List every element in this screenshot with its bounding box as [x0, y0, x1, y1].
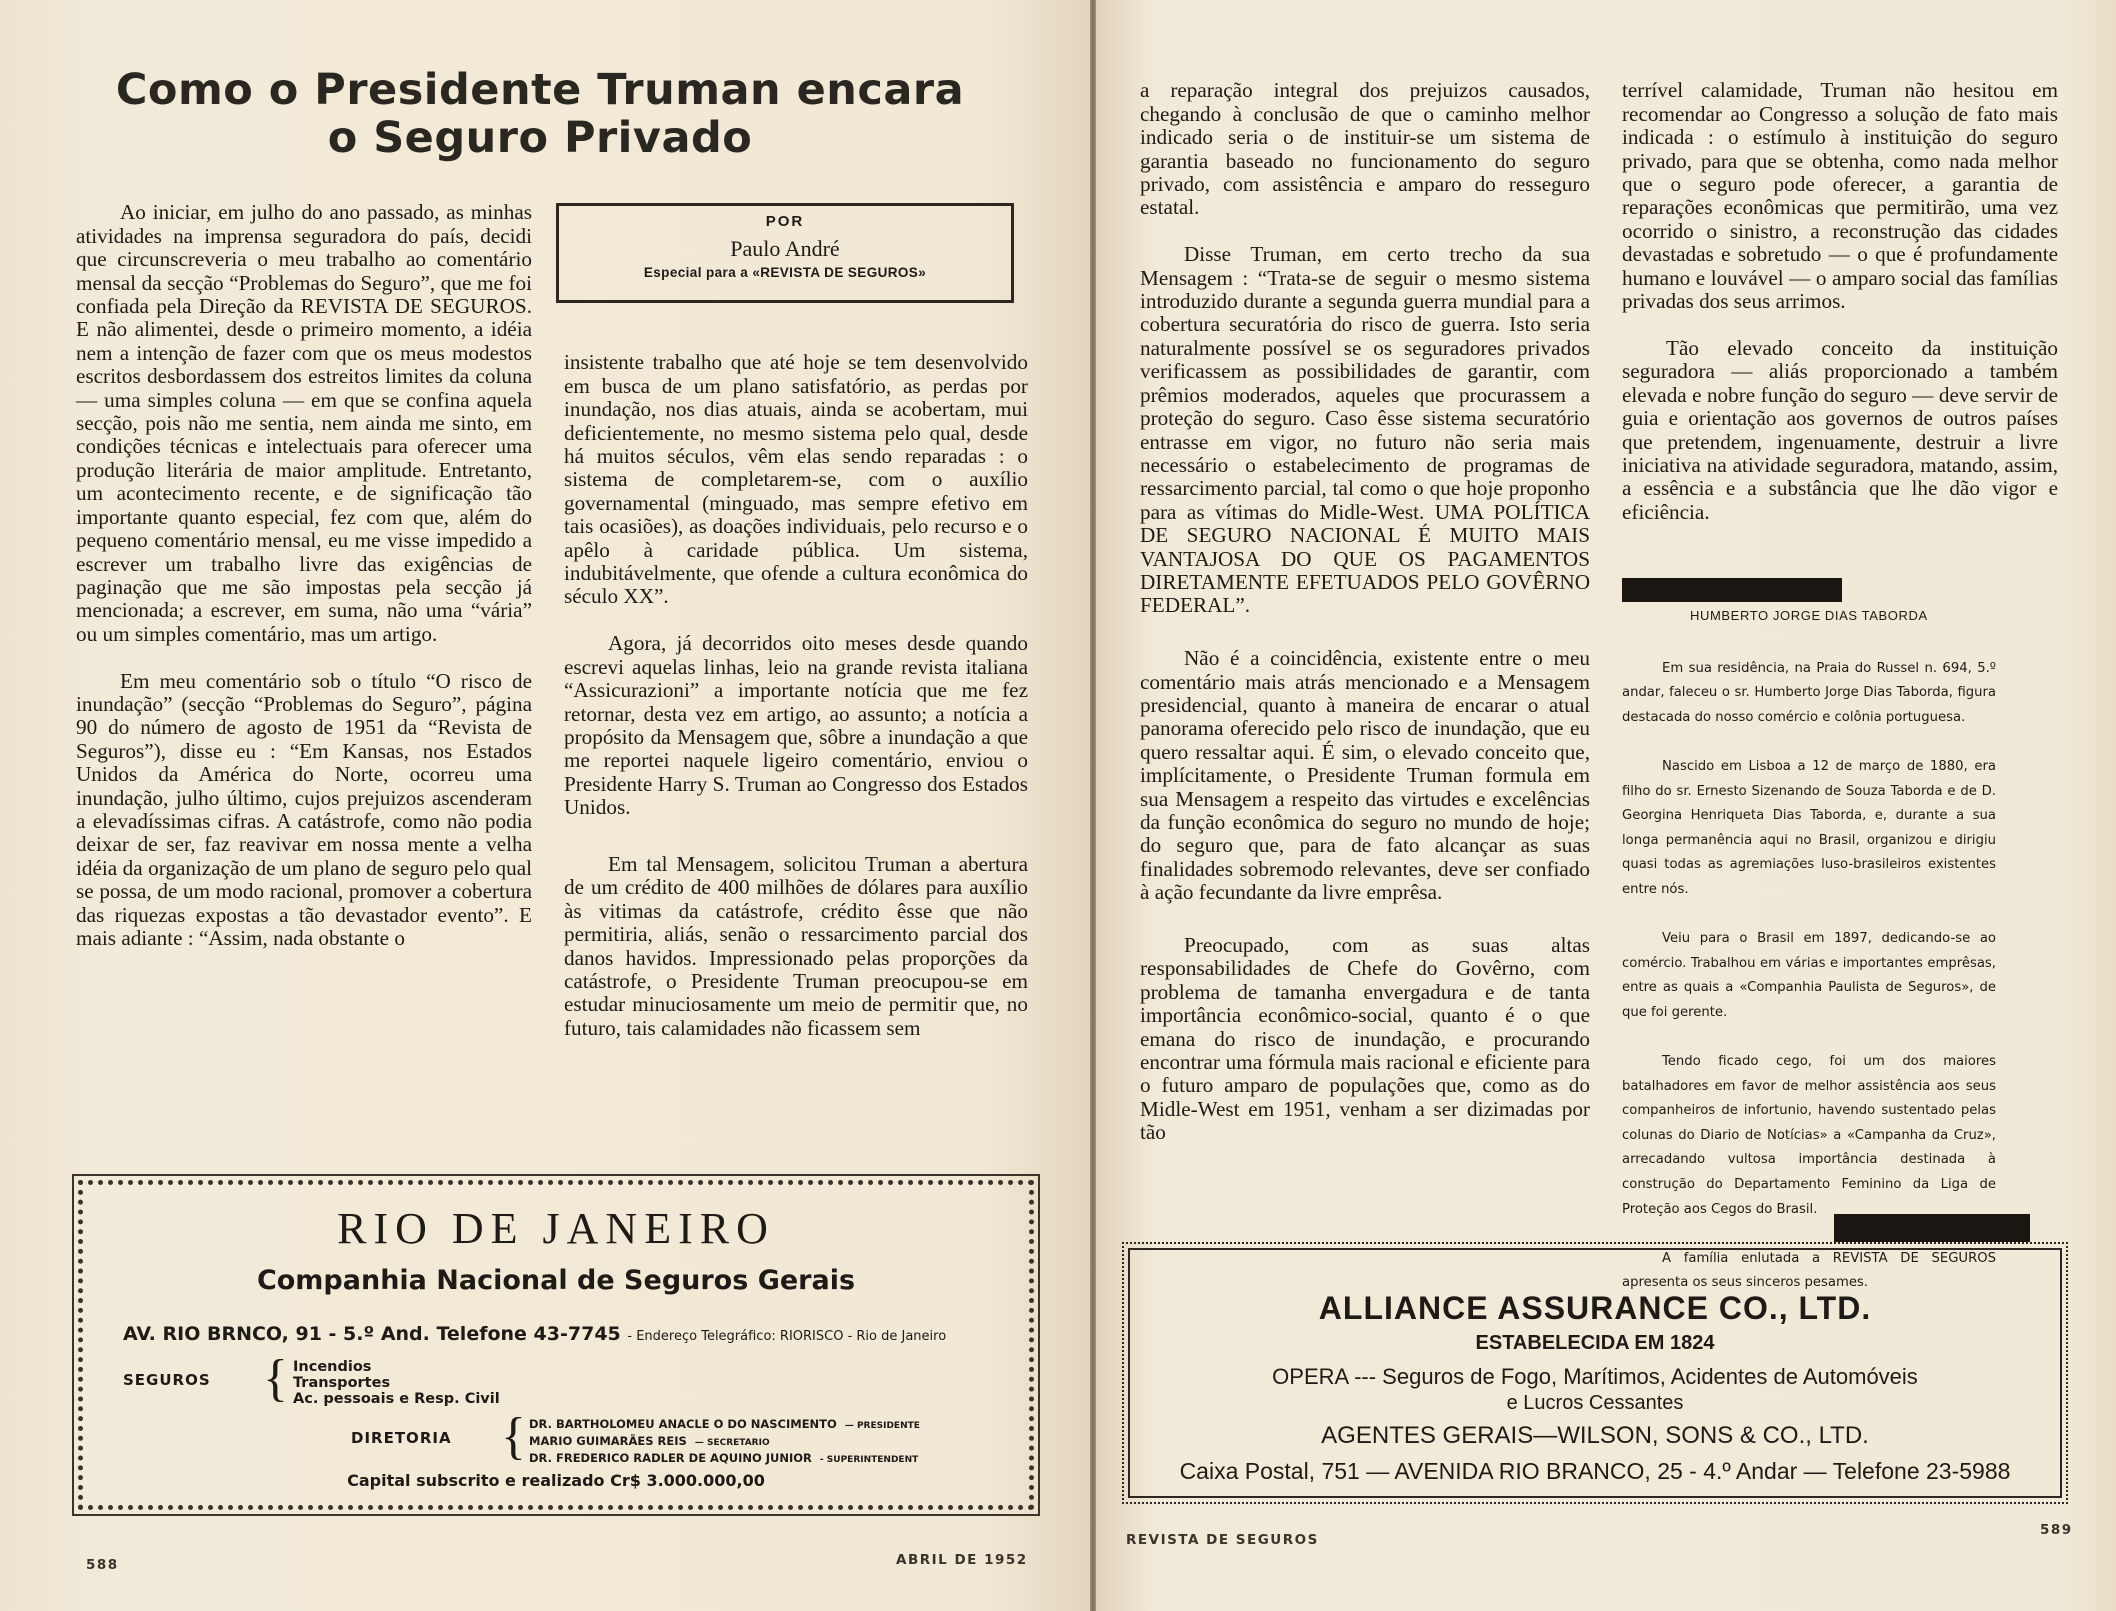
title-line-2: o Seguro Privado — [327, 113, 753, 163]
ad-address: Caixa Postal, 751 — AVENIDA RIO BRANCO, 25 - 4.º Andar — Telefone 23-5988 — [1179, 1458, 2011, 1484]
advert-companhia-nacional — [78, 1180, 1034, 1510]
paragraph: Em meu comentário sob o título “O risco de inundação” (secção “Problemas do Seguro”, página 90 do número de agosto de 1951 da “Revista de Seguros”), disse eu : “Em Kansas, nos Estados Unidos da América do Norte, ocorreu uma inundação, julho último, cujos prejuizos ascenderam a elevadíssimas cifras. A catástrofe, como não podia deixar de ser, faz reavivar em nossa mente a velha idéia da organização de um plano de seguro pelo qual se possa, de um modo racional, promover a cobertura das riquezas expostas a tão devastador evento”. E mais adiante : “Assim, nada obstante o — [76, 668, 532, 950]
ad-established: ESTABELECIDA EM 1824 — [1475, 1332, 1715, 1354]
obituary-mourning-bar — [1834, 1214, 2030, 1242]
paragraph: Agora, já decorridos oito meses desde quando escrevi aquelas linhas, leio na grande revista italiana “Assicurazioni” a importante notícia que me fez retornar, desta vez em artigo, ao assunto; a notícia a propósito da Mensagem que, sôbre a inundação a que me reportei naquele ligeiro comentário, enviou o Presidente Harry S. Truman ao Congresso dos Estados Unidos. — [564, 631, 1028, 820]
brace-icon: { — [263, 1350, 288, 1407]
ad-seguros-list — [293, 1359, 500, 1407]
ad-company-name: Companhia Nacional de Seguros Gerais — [256, 1265, 856, 1296]
ad-seguros-item: Incendios — [293, 1359, 372, 1375]
paragraph: Preocupado, com as suas altas responsabilidades de Chefe do Govêrno, com problema de tamanha envergadura e de tanta importância econômico-social, quanto é o que emana do risco de inundação, e procurando encontrar uma fórmula mais racional e eficiente para o futuro amparo de populações que, como as do Midle-West em 1951, venham a ser dizimadas por tão — [1140, 933, 1590, 1145]
obituary-mourning-bar — [1622, 578, 1842, 602]
ad-director: DR. BARTHOLOMEU ANACLE O DO NASCIMENTO — PRESIDENTE — [529, 1417, 920, 1431]
article-column-1 — [76, 178, 532, 974]
obituary-paragraph: A família enlutada a REVISTA DE SEGUROS apresenta os seus sinceros pesames. — [1622, 1250, 1996, 1291]
paragraph: Disse Truman, em certo trecho da sua Mensagem : “Trata-se de seguir o mesmo sistema introduzido durante a segunda guerra mundial para a cobertura securatória do risco de guerra. Isto seria naturalmente possível se os seguradores privados verificassem as possibilidades de garantir, com prêmios moderados, aqueles que procurassem a proteção do seguro. Caso êsse sistema securatório entrasse em vigor, no futuro não seria mais necessário o estabelecimento de programas de ressarcimento parcial, tal como o que hoje proponho para as vítimas do Midle-West. UMA POLÍTICA DE SEGURO NACIONAL É MUITO MAIS VANTAJOSA DO QUE OS PAGAMENTOS DIRETAMENTE EFETUADOS PELO GOVÊRNO FEDERAL”. — [1140, 242, 1590, 618]
ad-lucros: e Lucros Cessantes — [1506, 1392, 1684, 1414]
byline-author: Paulo André — [730, 236, 840, 261]
paragraph: terrível calamidade, Truman não hesitou em recomendar ao Congresso a solução de fato mais indicada : o estímulo à instituição do seguro privado, para que se obtenha, como nada melhor que o seguro pode oferecer, a garantia de reparações econômicas que permitirão, uma vez ocorrido o sinistro, a reconstrução das cidades devastadas e sobretudo — o que é profundamente humano e louvável — o amparo social das famílias privadas dos seus arrimos. — [1622, 78, 2058, 314]
byline-special: Especial para a «REVISTA DE SEGUROS» — [643, 265, 927, 280]
article-column-3 — [1140, 56, 1590, 1168]
paragraph: Tão elevado conceito da instituição seguradora — aliás proporcionado a também elevada e nobre função do seguro — deve servir de guia e orientação aos governos de outros países que pretendem, ingenuamente, destruir a livre iniciativa na atividade seguradora, matando, assim, a essência e a substância que lhe dão vigor e eficiência. — [1622, 335, 2058, 524]
paragraph: Em tal Mensagem, solicitou Truman a abertura de um crédito de 400 milhões de dólares para auxílio às vitimas da catástrofe, crédito êsse que não permitiria, aliás, senão o ressarcimento parcial dos danos havidos. Impressionado pelas proporções da catástrofe, o Presidente Truman preocupou-se em estudar minuciosamente um meio de permitir que, no futuro, tais calamidades não ficassem sem — [564, 851, 1028, 1040]
byline-box — [556, 203, 1014, 303]
ad-city: RIO DE JANEIRO — [337, 1204, 775, 1253]
obituary-paragraph: Tendo ficado cego, foi um dos maiores batalhadores em favor de melhor assistência aos seus companheiros de infortunio, havendo sustentado pelas colunas do Diario de Notícias» a «Campanha da Cruz», arrecadando vultosa importância destinada à construção do Departamento Feminino da Liga de Proteção aos Cegos do Brasil. — [1622, 1054, 1996, 1217]
ad-telegraphic: - Endereço Telegráfico: RIORISCO - Rio de Janeiro — [627, 1329, 947, 1344]
ad-agents: AGENTES GERAIS—WILSON, SONS & CO., LTD. — [1321, 1422, 1869, 1449]
paragraph: insistente trabalho que até hoje se tem desenvolvido em busca de um plano satisfatório, as perdas por inundação, nos dias atuais, ainda se acobertam, mui deficientemente, no mesmo sistema pelo qual, desde há muitos séculos, vêm elas sendo reparadas : o sistema de completarem-se, com o auxílio governamental (minguado, mas sempre efetivo em tais ocasiões), as doações individuais, pelo recurso e o apêlo à caridade pública. Um sistema, indubitávelmente, que ofende a cultura econômica do século XX”. — [564, 350, 1028, 609]
ad-directors-list — [529, 1417, 920, 1468]
page-number-right: 589 — [2040, 1522, 2073, 1538]
article-column-2 — [564, 328, 1028, 1064]
byline-por: POR — [765, 213, 805, 230]
obituary-paragraph: Em sua residência, na Praia do Russel n. 694, 5.º andar, faleceu o sr. Humberto Jorge Dias Taborda, figura destacada do nosso comércio e colônia portuguesa. — [1622, 660, 1996, 725]
advert-alliance-assurance — [1128, 1248, 2062, 1498]
article-column-4 — [1622, 56, 2058, 548]
obituary-paragraph: Veiu para o Brasil em 1897, dedicando-se ao comércio. Trabalhou em várias e importantes emprêsas, entre as quais a «Companhia Paulista de Seguros», de que foi gerente. — [1622, 931, 1996, 1020]
paragraph: a reparação integral dos prejuizos causados, chegando à conclusão de que o caminho melhor indicado seria o de instituir-se um sistema de garantia baseado no funcionamento do seguro privado, com assistência e amparo do resseguro estatal. — [1140, 78, 1590, 220]
page-number-left: 588 — [86, 1557, 119, 1573]
ad-diretoria-label: DIRETORIA — [351, 1429, 452, 1447]
ad-street: AV. RIO BRNCO, 91 - 5.º And. Telefone 43-7745 — [123, 1323, 621, 1345]
paragraph: Ao iniciar, em julho do ano passado, as minhas atividades na imprensa seguradora do país, decidi que circunscreveria o meu trabalho ao comentário mensal da secção “Problemas do Seguro”, que me foi confiada pela Direção da REVISTA DE SEGUROS. E não alimentei, desde o primeiro momento, a idéia nem a intenção de fazer com que os meus modestos escritos desbordassem dos estreitos limites da coluna — uma simples coluna — em que se confina aquela secção, pois não me sentia, nem ainda me sinto, em condições técnicas e intelectuais para oferecer uma produção literária de maior amplitude. Entretanto, um acontecimento recente, e de significação tão importante quanto especial, fez com que, além do pequeno comentário mensal, eu me visse impedido a escrever um trabalho livre das exigências de paginação que me são impostas pela secção já mencionada; a escrever, em suma, não uma “vária” ou um simples comentário, mas um artigo. — [76, 200, 532, 646]
ad-seguros-item: Transportes — [293, 1375, 391, 1391]
obituary-paragraph: Nascido em Lisboa a 12 de março de 1880, era filho do sr. Ernesto Sizenando de Souza Taborda e de D. Georgina Henriqueta Dias Taborda, e, durante a sua longa permanência aqui no Brasil, organizou e dirigiu quasi todas as agremiações luso-brasileiros existentes entre nós. — [1622, 758, 1996, 897]
ad-seguros-item: Ac. pessoais e Resp. Civil — [293, 1391, 500, 1407]
obituary-heading: HUMBERTO JORGE DIAS TABORDA — [1690, 608, 1928, 623]
brace-icon: { — [501, 1408, 526, 1465]
ad-seguros-label: SEGUROS — [123, 1371, 211, 1389]
ad-company-name: ALLIANCE ASSURANCE CO., LTD. — [1318, 1290, 1872, 1326]
title-line-1: Como o Presidente Truman encara — [115, 65, 965, 115]
ad-opera: OPERA --- Seguros de Fogo, Marítimos, Acidentes de Automóveis — [1272, 1364, 1918, 1389]
article-title — [70, 66, 1010, 162]
paragraph: Não é a coincidência, existente entre o meu comentário mais atrás mencionado e a Mensagem presidencial, quanto à maneira de encarar o atual panorama oferecido pelo risco de inundação, que eu quero ressaltar aqui. É sim, o elevado conceito que, implícitamente, o Presidente Truman formula em sua Mensagem a respeito das virtudes e excelências da função econômica do seguro no mundo de hoje; do seguro que, para de fato alcançar as suas finalidades sobremodo relevantes, deve ser confiado à ação fecundante da livre emprêsa. — [1140, 646, 1590, 905]
ad-address — [123, 1323, 946, 1345]
ad-director: DR. FREDERICO RADLER DE AQUINO JUNIOR - SUPERINTENDENT — [529, 1451, 919, 1465]
ad-director: MARIO GUIMARÃES REIS — SECRETARIO — [529, 1434, 770, 1448]
issue-date: ABRIL DE 1952 — [896, 1552, 1028, 1568]
ad-capital: Capital subscrito e realizado Cr$ 3.000.000,00 — [347, 1471, 765, 1490]
magazine-name: REVISTA DE SEGUROS — [1126, 1532, 1319, 1548]
